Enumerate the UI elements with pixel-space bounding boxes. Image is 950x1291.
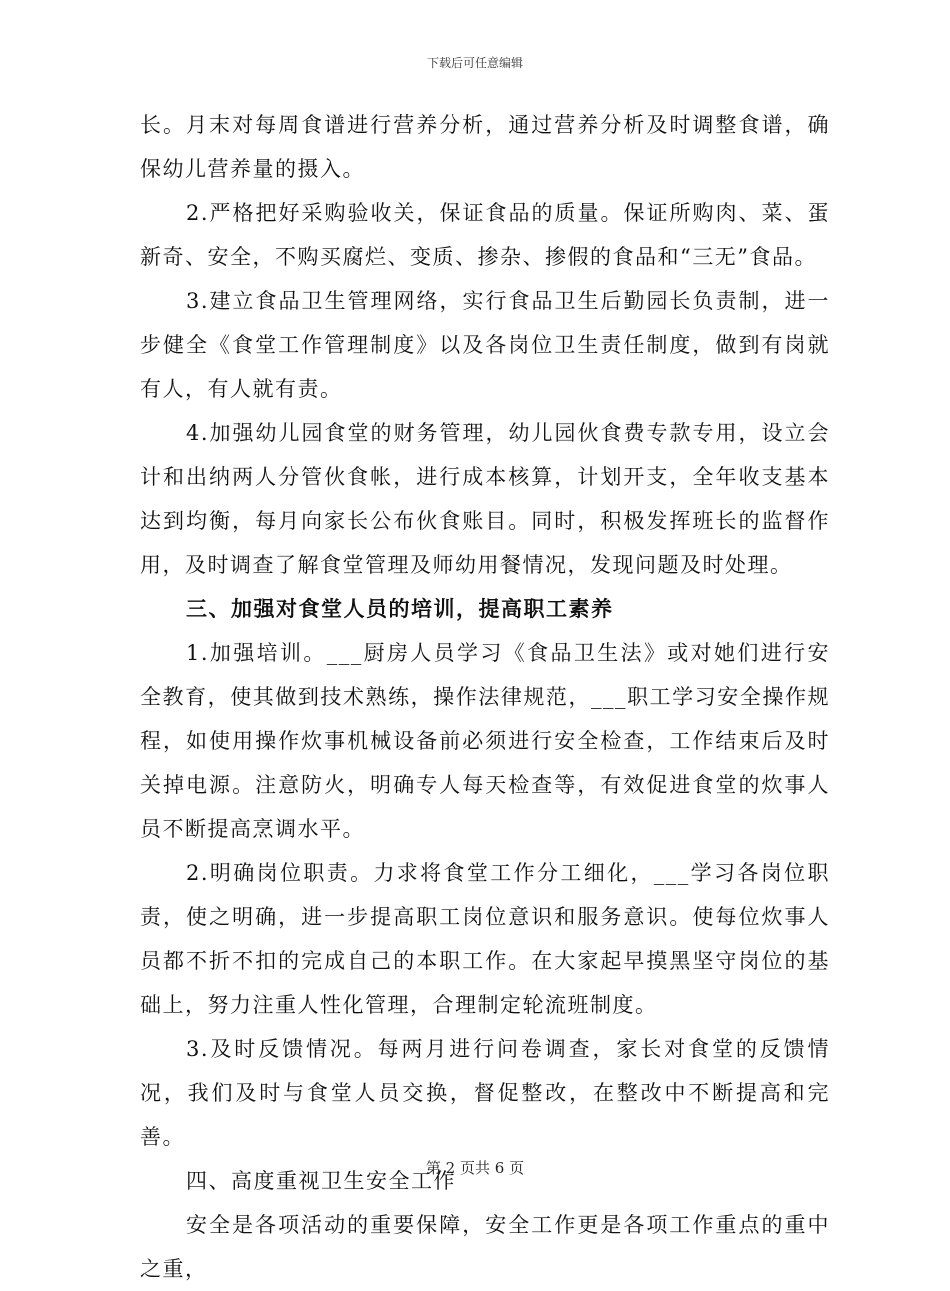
page-header: 下载后可任意编辑 — [426, 56, 523, 70]
page-footer: 第 2 页共 6 页 — [425, 1159, 525, 1177]
paragraph-training-3: 3.及时反馈情况。每两月进行问卷调查，家长对食堂的反馈情况，我们及时与食堂人员交换，督促整改，在整改中不断提高和完善。 — [140, 1037, 830, 1149]
section-heading-4-safety: 四、高度重视卫生安全工作 — [186, 1169, 456, 1193]
paragraph-item-2-procurement: 2.严格把好采购验收关，保证食品的质量。保证所购肉、菜、蛋新奇、安全，不购买腐烂、变质、掺杂、掺假的食品和“三无”食品。 — [140, 201, 830, 269]
paragraph-training-1: 1.加强培训。___厨房人员学习《食品卫生法》或对她们进行安全教育，使其做到技术熟练，操作法律规范，___职工学习安全操作规程，如使用操作炊事机械设备前必须进行安全检查，工作结束后及时关掉电源。注意防火，明确专人每天检查等，有效促进食堂的炊事人员不断提高烹调水平。 — [140, 641, 830, 841]
paragraph-safety-intro: 安全是各项活动的重要保障，安全工作更是各项工作重点的重中之重， — [140, 1213, 830, 1281]
section-heading-3-training: 三、加强对食堂人员的培训，提高职工素养 — [186, 596, 614, 621]
paragraph-item-4-finance: 4.加强幼儿园食堂的财务管理，幼儿园伙食费专款专用，设立会计和出纳两人分管伙食帐，进行成本核算，计划开支，全年收支基本达到均衡，每月向家长公布伙食账目。同时，积极发挥班长的监督作用，及时调查了解食堂管理及师幼用餐情况，发现问题及时处理。 — [140, 421, 830, 577]
paragraph-continuation: 长。月末对每周食谱进行营养分析，通过营养分析及时调整食谱，确保幼儿营养量的摄入。 — [140, 113, 830, 181]
paragraph-training-2: 2.明确岗位职责。力求将食堂工作分工细化，___学习各岗位职责，使之明确，进一步提高职工岗位意识和服务意识。使每位炊事人员都不折不扣的完成自己的本职工作。在大家起早摸黑坚守岗位的基础上，努力注重人性化管理，合理制定轮流班制度。 — [140, 861, 830, 1017]
document-body — [140, 103, 830, 1291]
paragraph-item-3-hygiene-network: 3.建立食品卫生管理网络，实行食品卫生后勤园长负责制，进一步健全《食堂工作管理制度》以及各岗位卫生责任制度，做到有岗就有人，有人就有责。 — [140, 289, 830, 401]
